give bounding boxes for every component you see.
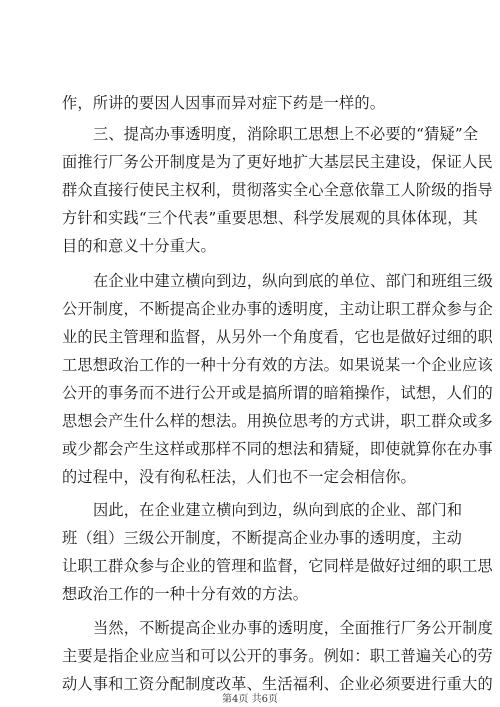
- text-line: 公开制度，不断提高企业办事的透明度，主动让职工群众参与企: [62, 300, 493, 318]
- text-line: 思想会产生什么样的想法。用换位思考的方式讲，职工群众或多: [62, 412, 493, 430]
- text-line: 群众直接行使民主权利，贯彻落实全心全意依靠工人阶级的指导: [62, 181, 493, 199]
- text-line: 三、提高办事透明度，消除职工思想上不必要的“猜疑”全: [93, 125, 479, 143]
- text-line: 班（组）三级公开制度，不断提高企业办事的透明度，主动: [62, 529, 463, 547]
- text-line: 作，所讲的要因人因事而异对症下药是一样的。: [62, 94, 386, 112]
- text-line: 让职工群众参与企业的管理和监督，它同样是做好过细的职工思: [62, 557, 493, 575]
- text-line: 面推行厂务公开制度是为了更好地扩大基层民主建设，保证人民: [62, 153, 493, 171]
- text-line: 目的和意义十分重大。: [62, 237, 216, 255]
- text-line: 的过程中，没有徇私枉法，人们也不一定会相信你。: [62, 468, 416, 486]
- text-line: 因此，在企业建立横向到边，纵向到底的企业、部门和: [93, 501, 463, 519]
- text-line: 或少都会产生这样或那样不同的想法和猜疑，即使就算你在办事: [62, 440, 493, 458]
- text-line: 想政治工作的一种十分有效的方法。: [62, 585, 309, 603]
- text-line: 当然，不断提高企业办事的透明度，全面推行厂务公开制度: [93, 619, 494, 637]
- text-line: 方针和实践“三个代表”重要思想、科学发展观的具体体现，其: [62, 209, 479, 227]
- text-line: 公开的事务而不进行公开或是搞所谓的暗箱操作，试想，人们的: [62, 384, 493, 402]
- text-line: 主要是指企业应当和可以公开的事务。例如：职工普遍关心的劳: [62, 647, 493, 665]
- text-line: 工思想政治工作的一种十分有效的方法。如果说某一个企业应该: [62, 356, 493, 374]
- text-line: 在企业中建立横向到边，纵向到底的单位、部门和班组三级: [93, 272, 494, 290]
- text-line: 业的民主管理和监督，从另外一个角度看，它也是做好过细的职: [62, 328, 493, 346]
- text-line: 动人事和工资分配制度改革、生活福利、企业必须要进行重大的: [62, 675, 493, 693]
- page-footer: 第4页 共6页: [222, 694, 278, 705]
